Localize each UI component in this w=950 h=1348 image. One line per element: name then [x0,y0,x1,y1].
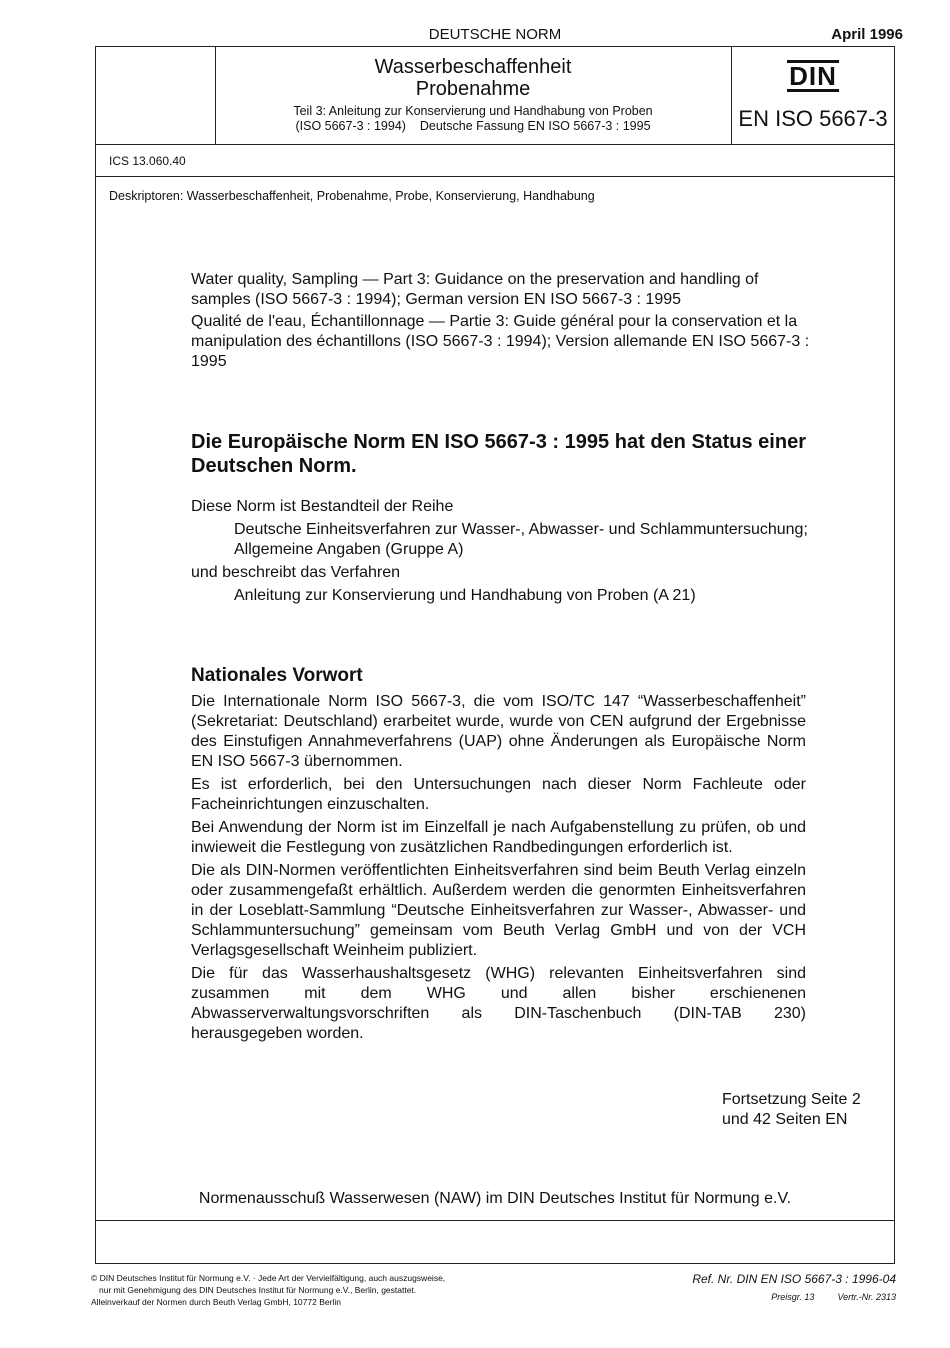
din-logo: DIN [789,61,837,91]
price-info [600,1292,896,1302]
sales-number: Vertr.-Nr. 2313 [837,1292,896,1302]
method-intro: und beschreibt das Verfahren [191,564,401,581]
page-frame [95,46,895,1264]
continuation-note: Fortsetzung Seite 2 und 42 Seiten EN [722,1091,861,1128]
series-intro: Diese Norm ist Bestandteil der Reihe [191,498,454,515]
ics-row [95,145,895,177]
norm-type-label: DEUTSCHE NORM [428,26,562,43]
foreword-paragraph: Es ist erforderlich, bei den Untersuchungen nach dieser Norm Fachleute oder Facheinrichtungen einzuschalten. [191,776,806,813]
price-group: Preisgr. 13 [771,1292,815,1302]
foreword-paragraph: Die Internationale Norm ISO 5667-3, die vom ISO/TC 147 “Wasserbeschaffenheit” (Sekretariat: Deutschland) erarbeitet wurde, wurde von CEN aufgrund der Ergebnisse des Einstufigen Annahmeverfahrens (UAP) ohne Änderungen als Europäische Norm EN ISO 5667-3 übernommen. [191,693,806,770]
document-title: Wasserbeschaffenheit Probenahme [374,56,572,100]
series-name: Deutsche Einheitsverfahren zur Wasser-, Abwasser- und Schlammuntersuchung; Allgemeine Angaben (Gruppe A) [234,521,808,558]
reference-number: Ref. Nr. DIN EN ISO 5667-3 : 1996-04 [692,1272,896,1286]
foreword-paragraph: Die als DIN-Normen veröffentlichten Einheitsverfahren sind beim Beuth Verlag einzeln oder zusammengefaßt erhältlich. Außerdem werden die genormten Einheitsverfahren in der Loseblatt-Sammlung “Deutsche Einheitsverfahren zur Wasser-, Abwasser- und Schlammuntersuchung” gemeinsam vom Beuth Verlag GmbH und von der VCH Verlagsgesellschaft Weinheim publiziert. [191,862,806,959]
document-subtitle: Teil 3: Anleitung zur Konservierung und Handhabung von Proben (ISO 5667-3 : 1994) Deutsche Fassung EN ISO 5667-3 : 1995 [293,104,653,133]
section-heading: Nationales Vorwort [191,665,363,686]
foreword-paragraph: Bei Anwendung der Norm ist im Einzelfall je nach Aufgabenstellung zu prüfen, ob und inwieweit die Festlegung von zusätzlichen Randbedingungen erforderlich ist. [191,819,806,856]
national-foreword [191,692,806,1047]
method-name: Anleitung zur Konservierung und Handhabung von Proben (A 21) [234,587,696,604]
ics-code: ICS 13.060.40 [109,154,186,168]
french-title: Qualité de l'eau, Échantillonnage — Partie 3: Guide général pour la conservation et la manipulation des échantillons (ISO 5667-3 : 1994); Version allemande EN ISO 5667-3 : 1995 [191,313,810,370]
english-title: Water quality, Sampling — Part 3: Guidance on the preservation and handling of samples (ISO 5667-3 : 1994); German version EN ISO 5667-3 : 1995 [191,271,759,308]
publication-date: April 1996 [831,26,903,43]
status-statement: Die Europäische Norm EN ISO 5667-3 : 1995 hat den Status einer Deutschen Norm. [191,431,806,477]
copyright-notice: © DIN Deutsches Institut für Normung e.V. · Jede Art der Vervielfältigung, auch auszugsweise, nur mit Genehmigung des DIN Deutsches Institut für Normung e.V., Berlin, gestattet. Alleinverkauf der Normen durch Beuth Verlag GmbH, 10772 Berlin [91,1273,446,1307]
foreword-paragraph: Die für das Wasserhaushaltsgesetz (WHG) relevanten Einheitsverfahren sind zusammen mit dem WHG und allen bisher erschienenen Abwasserverwaltungsvorschriften als DIN-Taschenbuch (DIN-TAB 230) herausgegeben worden. [191,965,806,1042]
committee-row [95,1187,895,1221]
committee-name: Normenausschuß Wasserwesen (NAW) im DIN Deutsches Institut für Normung e.V. [198,1190,792,1207]
header-top [95,26,903,46]
descriptors: Deskriptoren: Wasserbeschaffenheit, Probenahme, Probe, Konservierung, Handhabung [109,189,595,203]
title-block [95,46,895,145]
standard-number: EN ISO 5667-3 [738,106,888,131]
